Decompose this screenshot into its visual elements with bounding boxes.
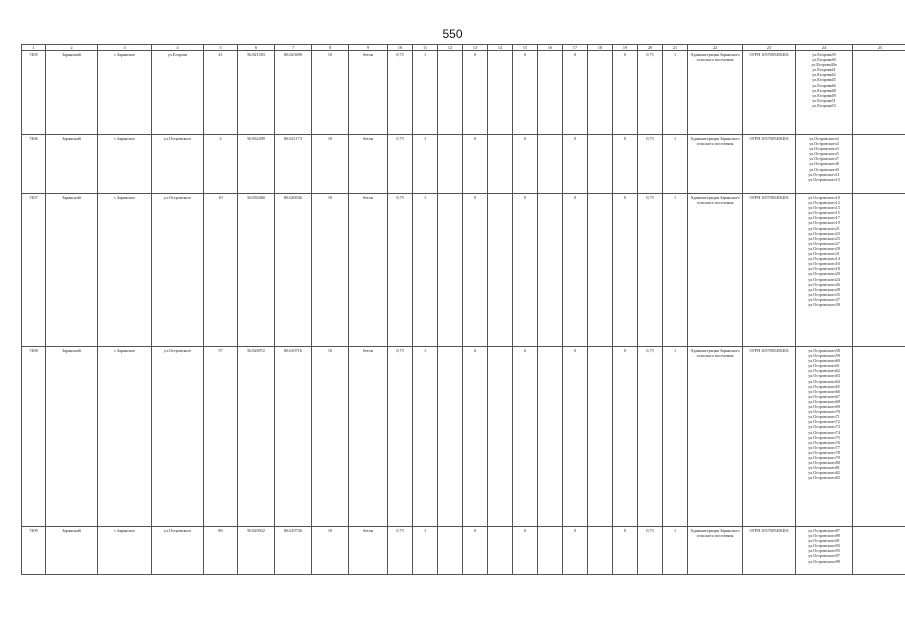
surface-type-cell: бетон bbox=[349, 135, 388, 194]
table-row bbox=[22, 527, 905, 575]
locality-cell: Зарянский bbox=[46, 347, 98, 527]
address-line: ул.Егорова51 bbox=[812, 97, 836, 103]
latitude-cell: 56.821503 bbox=[238, 51, 275, 135]
empty-cell bbox=[438, 527, 463, 575]
value-cell: 10 bbox=[312, 347, 349, 527]
address-line: ул.Островского69 bbox=[808, 404, 840, 410]
address-line: ул.Островского7 bbox=[809, 156, 839, 162]
address-line: ул.Островского65 bbox=[808, 383, 840, 389]
page-number: 550 bbox=[442, 27, 463, 41]
address-line: ул.Островского59 bbox=[808, 353, 840, 359]
address-line: ул.Егорова42 bbox=[812, 72, 836, 78]
address-line: ул.Островского63 bbox=[808, 373, 840, 379]
locality-cell: Зарянский bbox=[46, 194, 98, 347]
address-line: ул.Островского19 bbox=[808, 220, 840, 226]
address-line: ул.Островского16 bbox=[808, 261, 840, 267]
address-line: ул.Островского17 bbox=[808, 215, 840, 221]
latitude-cell: 56.826972 bbox=[238, 347, 275, 527]
column-number-header: 4 bbox=[152, 45, 204, 51]
count-cell: 1 bbox=[413, 194, 438, 347]
address-line: ул.Островского25 bbox=[808, 235, 840, 241]
address-line: ул.Островского35 bbox=[808, 291, 840, 297]
operator-cell: Администрация Зарянского сельского поселения bbox=[688, 135, 743, 194]
address-line: ул.Егорова48 bbox=[812, 87, 836, 93]
address-line: ул.Островского66 bbox=[808, 388, 840, 394]
row-id: 7406 bbox=[22, 135, 46, 194]
empty-cell bbox=[438, 51, 463, 135]
empty-cell bbox=[488, 135, 513, 194]
registry-table bbox=[21, 44, 905, 575]
table-row bbox=[22, 194, 905, 347]
area-cell: 0,75 bbox=[388, 135, 413, 194]
addresses-cell bbox=[796, 347, 853, 527]
count-cell: 1 bbox=[413, 527, 438, 575]
address-line: ул.Островского58 bbox=[808, 348, 840, 353]
address-line: ул.Островского76 bbox=[808, 439, 840, 445]
address-line: ул.Островского20 bbox=[808, 271, 840, 277]
address-line: ул.Егорова40а bbox=[811, 62, 837, 68]
address-line: ул.Островского27 bbox=[808, 240, 840, 246]
empty-cell bbox=[853, 135, 905, 194]
address-line: ул.Островского13 bbox=[808, 205, 840, 211]
street-cell: ул.Островского bbox=[152, 527, 204, 575]
count-cell: 1 bbox=[663, 135, 688, 194]
longitude-cell: 86.621173 bbox=[275, 135, 312, 194]
address-line: ул.Островского10 bbox=[808, 195, 840, 200]
address-line: ул.Островского61 bbox=[808, 363, 840, 369]
longitude-cell: 86.620036 bbox=[275, 194, 312, 347]
column-number-header: 16 bbox=[538, 45, 563, 51]
address-line: ул.Островского81 bbox=[808, 465, 840, 471]
address-line: ул.Островского9 bbox=[809, 166, 839, 172]
row-id: 7407 bbox=[22, 194, 46, 347]
address-line: ул.Островского37 bbox=[808, 296, 840, 302]
column-number-header: 7 bbox=[275, 45, 312, 51]
address-line: ул.Егорова41 bbox=[812, 67, 836, 73]
empty-cell bbox=[488, 347, 513, 527]
value-cell: 0 bbox=[463, 347, 488, 527]
address-line: ул.Островского87 bbox=[808, 528, 840, 533]
area-cell: 0,75 bbox=[388, 51, 413, 135]
house-number-cell: 10 bbox=[204, 194, 238, 347]
value-cell: 0 bbox=[563, 347, 588, 527]
addresses-cell bbox=[796, 194, 853, 347]
column-number-header: 20 bbox=[638, 45, 663, 51]
value-cell: 10 bbox=[312, 51, 349, 135]
address-line: ул.Островского91 bbox=[808, 538, 840, 544]
address-line: ул.Островского14 bbox=[808, 256, 840, 262]
address-line: ул.Островского21 bbox=[808, 225, 840, 231]
settlement-cell: с.Зарянское bbox=[98, 527, 152, 575]
column-number-header: 24 bbox=[796, 45, 853, 51]
empty-cell bbox=[853, 347, 905, 527]
column-number-header: 19 bbox=[613, 45, 638, 51]
longitude-cell: 86.619730 bbox=[275, 527, 312, 575]
column-number-header: 18 bbox=[588, 45, 613, 51]
address-line: ул.Островского2 bbox=[809, 136, 839, 141]
empty-cell bbox=[438, 347, 463, 527]
value-cell: 0 bbox=[513, 194, 538, 347]
value-cell: 0 bbox=[613, 135, 638, 194]
column-number-header: 17 bbox=[563, 45, 588, 51]
settlement-cell: с.Зарянское bbox=[98, 51, 152, 135]
latitude-cell: 56.830460 bbox=[238, 194, 275, 347]
table-row bbox=[22, 51, 905, 135]
address-line: ул.Островского73 bbox=[808, 424, 840, 430]
count-cell: 1 bbox=[663, 51, 688, 135]
row-id: 7405 bbox=[22, 51, 46, 135]
empty-cell bbox=[538, 527, 563, 575]
column-number-header: 3 bbox=[98, 45, 152, 51]
ogrn-cell: ОГРН 1057005450403 bbox=[743, 347, 796, 527]
value-cell: 0 bbox=[463, 194, 488, 347]
column-number-header: 5 bbox=[204, 45, 238, 51]
column-number-header: 25 bbox=[853, 45, 905, 51]
house-number-cell: 80 bbox=[204, 527, 238, 575]
value-cell: 0 bbox=[463, 527, 488, 575]
column-number-header: 14 bbox=[488, 45, 513, 51]
address-line: ул.Островского72 bbox=[808, 419, 840, 425]
ogrn-cell: ОГРН 1057005450403 bbox=[743, 51, 796, 135]
longitude-cell: 86.610716 bbox=[275, 347, 312, 527]
latitude-cell: 56.832499 bbox=[238, 135, 275, 194]
ogrn-cell: ОГРН 1057005450403 bbox=[743, 135, 796, 194]
house-number-cell: 57 bbox=[204, 347, 238, 527]
surface-type-cell: бетон bbox=[349, 194, 388, 347]
empty-cell bbox=[488, 527, 513, 575]
address-line: ул.Островского39 bbox=[808, 301, 840, 307]
empty-cell bbox=[438, 135, 463, 194]
address-line: ул.Егорова40 bbox=[812, 57, 836, 63]
empty-cell bbox=[588, 347, 613, 527]
settlement-cell: с.Зарянское bbox=[98, 347, 152, 527]
address-line: ул.Островского93 bbox=[808, 543, 840, 549]
address-line: ул.Островского80 bbox=[808, 460, 840, 466]
address-line: ул.Островского24 bbox=[808, 276, 840, 282]
addresses-cell bbox=[796, 527, 853, 575]
area-cell: 0,75 bbox=[388, 347, 413, 527]
volume-cell: 0,75 bbox=[638, 135, 663, 194]
value-cell: 0 bbox=[563, 527, 588, 575]
settlement-cell: с.Зарянское bbox=[98, 135, 152, 194]
column-number-header: 8 bbox=[312, 45, 349, 51]
volume-cell: 0,75 bbox=[638, 51, 663, 135]
empty-cell bbox=[538, 51, 563, 135]
operator-cell: Администрация Зарянского сельского поселения bbox=[688, 51, 743, 135]
value-cell: 0 bbox=[513, 135, 538, 194]
address-line: ул.Островского8 bbox=[809, 161, 839, 167]
address-line: ул.Островского12 bbox=[808, 200, 840, 206]
empty-cell bbox=[588, 135, 613, 194]
address-line: ул.Островского60 bbox=[808, 358, 840, 364]
empty-cell bbox=[538, 194, 563, 347]
empty-cell bbox=[538, 347, 563, 527]
column-number-header: 11 bbox=[413, 45, 438, 51]
empty-cell bbox=[488, 51, 513, 135]
empty-cell bbox=[588, 51, 613, 135]
empty-cell bbox=[853, 194, 905, 347]
value-cell: 0 bbox=[613, 51, 638, 135]
address-line: ул.Островского4 bbox=[809, 141, 839, 147]
empty-cell bbox=[853, 527, 905, 575]
value-cell: 0 bbox=[463, 135, 488, 194]
address-line: ул.Островского99 bbox=[808, 558, 840, 564]
latitude-cell: 56.820922 bbox=[238, 527, 275, 575]
street-cell: ул.Егорова bbox=[152, 51, 204, 135]
row-id: 7409 bbox=[22, 527, 46, 575]
address-line: ул.Островского78 bbox=[808, 449, 840, 455]
locality-cell: Зарянский bbox=[46, 51, 98, 135]
count-cell: 1 bbox=[413, 51, 438, 135]
column-number-header: 9 bbox=[349, 45, 388, 51]
street-cell: ул.Островского bbox=[152, 135, 204, 194]
value-cell: 0 bbox=[513, 51, 538, 135]
value-cell: 0 bbox=[613, 194, 638, 347]
value-cell: 0 bbox=[463, 51, 488, 135]
ogrn-cell: ОГРН 1057005450403 bbox=[743, 194, 796, 347]
area-cell: 0,75 bbox=[388, 194, 413, 347]
column-number-header: 2 bbox=[46, 45, 98, 51]
address-line: ул.Островского13 bbox=[808, 176, 840, 182]
address-line: ул.Островского97 bbox=[808, 553, 840, 559]
address-line: ул.Егорова45 bbox=[812, 77, 836, 83]
surface-type-cell: бетон bbox=[349, 51, 388, 135]
operator-cell: Администрация Зарянского сельского поселения bbox=[688, 527, 743, 575]
address-line: ул.Островского83 bbox=[808, 475, 840, 481]
address-line: ул.Островского70 bbox=[808, 409, 840, 415]
column-number-header: 21 bbox=[663, 45, 688, 51]
value-cell: 0 bbox=[563, 51, 588, 135]
address-line: ул.Островского79 bbox=[808, 454, 840, 460]
volume-cell: 0,75 bbox=[638, 194, 663, 347]
table-row bbox=[22, 135, 905, 194]
value-cell: 0 bbox=[563, 135, 588, 194]
empty-cell bbox=[588, 527, 613, 575]
address-line: ул.Островского74 bbox=[808, 429, 840, 435]
longitude-cell: 86.623690 bbox=[275, 51, 312, 135]
count-cell: 1 bbox=[413, 347, 438, 527]
address-line: ул.Островского18 bbox=[808, 266, 840, 272]
operator-cell: Администрация Зарянского сельского поселения bbox=[688, 194, 743, 347]
address-line: ул.Островского5 bbox=[809, 151, 839, 157]
address-line: ул.Островского67 bbox=[808, 393, 840, 399]
address-line: ул.Островского64 bbox=[808, 378, 840, 384]
address-line: ул.Островского77 bbox=[808, 444, 840, 450]
empty-cell bbox=[588, 194, 613, 347]
locality-cell: Зарянский bbox=[46, 527, 98, 575]
column-number-header: 10 bbox=[388, 45, 413, 51]
count-cell: 1 bbox=[663, 194, 688, 347]
value-cell: 10 bbox=[312, 527, 349, 575]
value-cell: 10 bbox=[312, 135, 349, 194]
address-line: ул.Егорова39 bbox=[812, 52, 836, 57]
empty-cell bbox=[438, 194, 463, 347]
column-number-header: 23 bbox=[743, 45, 796, 51]
address-line: ул.Островского31 bbox=[808, 251, 840, 257]
address-line: ул.Островского82 bbox=[808, 470, 840, 476]
column-number-header: 12 bbox=[438, 45, 463, 51]
value-cell: 10 bbox=[312, 194, 349, 347]
ogrn-cell: ОГРН 1057005450403 bbox=[743, 527, 796, 575]
locality-cell: Зарянский bbox=[46, 135, 98, 194]
address-line: ул.Егорова49 bbox=[812, 92, 836, 98]
empty-cell bbox=[538, 135, 563, 194]
address-line: ул.Островского26 bbox=[808, 281, 840, 287]
street-cell: ул.Островского bbox=[152, 347, 204, 527]
surface-type-cell: бетон bbox=[349, 527, 388, 575]
area-cell: 0,75 bbox=[388, 527, 413, 575]
operator-cell: Администрация Зарянского сельского поселения bbox=[688, 347, 743, 527]
address-line: ул.Егорова46 bbox=[812, 82, 836, 88]
value-cell: 0 bbox=[513, 527, 538, 575]
value-cell: 0 bbox=[613, 347, 638, 527]
registry-body bbox=[22, 51, 905, 575]
settlement-cell: с.Зарянское bbox=[98, 194, 152, 347]
street-cell: ул.Островского bbox=[152, 194, 204, 347]
column-number-header: 22 bbox=[688, 45, 743, 51]
address-line: ул.Островского71 bbox=[808, 414, 840, 420]
surface-type-cell: бетон bbox=[349, 347, 388, 527]
row-id: 7408 bbox=[22, 347, 46, 527]
address-line: ул.Островского95 bbox=[808, 548, 840, 554]
count-cell: 1 bbox=[663, 347, 688, 527]
volume-cell: 0,75 bbox=[638, 527, 663, 575]
address-line: ул.Островского89 bbox=[808, 533, 840, 539]
empty-cell bbox=[488, 194, 513, 347]
count-cell: 1 bbox=[413, 135, 438, 194]
table-row bbox=[22, 347, 905, 527]
column-number-header: 6 bbox=[238, 45, 275, 51]
address-line: ул.Островского3 bbox=[809, 146, 839, 152]
value-cell: 0 bbox=[563, 194, 588, 347]
address-line: ул.Егорова53 bbox=[812, 102, 836, 108]
count-cell: 1 bbox=[663, 527, 688, 575]
address-line: ул.Островского62 bbox=[808, 368, 840, 374]
volume-cell: 0,75 bbox=[638, 347, 663, 527]
column-number-header: 13 bbox=[463, 45, 488, 51]
column-number-header: 1 bbox=[22, 45, 46, 51]
address-line: ул.Островского28 bbox=[808, 286, 840, 292]
address-line: ул.Островского15 bbox=[808, 210, 840, 216]
addresses-cell bbox=[796, 135, 853, 194]
house-number-cell: 2 bbox=[204, 135, 238, 194]
empty-cell bbox=[853, 51, 905, 135]
address-line: ул.Островского68 bbox=[808, 398, 840, 404]
value-cell: 0 bbox=[613, 527, 638, 575]
address-line: ул.Островского11 bbox=[808, 171, 840, 177]
address-line: ул.Островского75 bbox=[808, 434, 840, 440]
address-line: ул.Островского23 bbox=[808, 230, 840, 236]
value-cell: 0 bbox=[513, 347, 538, 527]
house-number-cell: 41 bbox=[204, 51, 238, 135]
addresses-cell bbox=[796, 51, 853, 135]
column-number-header: 15 bbox=[513, 45, 538, 51]
address-line: ул.Островского29 bbox=[808, 245, 840, 251]
